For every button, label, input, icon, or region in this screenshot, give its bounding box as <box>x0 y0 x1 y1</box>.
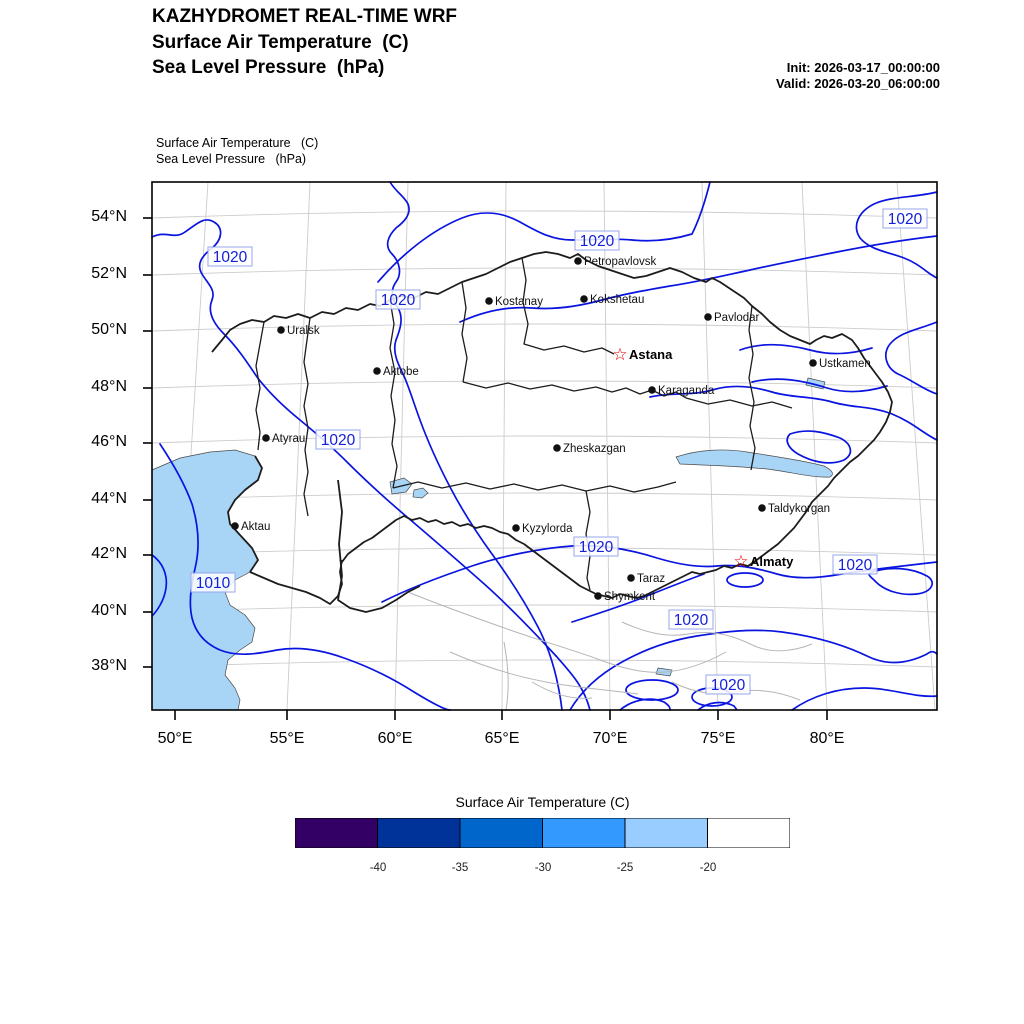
city-dot <box>485 297 493 305</box>
city-label: Aktobe <box>383 366 419 378</box>
city-dot <box>758 504 766 512</box>
colorbar-segment <box>543 818 626 848</box>
colorbar-tick: -35 <box>451 862 469 874</box>
city-dot <box>648 386 656 394</box>
capital-label: Almaty <box>750 554 794 569</box>
ustyurt-border <box>338 480 420 612</box>
graticule <box>152 182 937 710</box>
city-dot <box>277 326 285 334</box>
lat-tick-label: 44°N <box>91 490 127 507</box>
colorbar-segment <box>625 818 708 848</box>
contour-label: 1020 <box>579 233 615 250</box>
colorbar-segment <box>295 818 378 848</box>
city-label: Ustkamen <box>819 358 871 370</box>
lat-tick-label: 46°N <box>91 433 127 450</box>
colorbar-tick: -40 <box>369 862 387 874</box>
city-label: Karaganda <box>658 385 715 397</box>
colorbar-tick: -25 <box>616 862 634 874</box>
city-label: Kostanay <box>495 296 543 308</box>
colorbar-segment <box>460 818 543 848</box>
lat-tick-label: 48°N <box>91 378 127 395</box>
city-label: Aktau <box>241 521 271 533</box>
city-dot <box>574 257 582 265</box>
city-dot <box>627 574 635 582</box>
city-label: Kokshetau <box>590 294 645 306</box>
capital-star-icon: ☆ <box>733 552 749 571</box>
city-dot <box>809 359 817 367</box>
colorbar-segment <box>378 818 461 848</box>
city-dot <box>373 367 381 375</box>
colorbar-tick: -20 <box>699 862 717 874</box>
contour-labels <box>191 209 927 694</box>
lon-tick-label: 80°E <box>809 730 845 747</box>
init-timestamp: Init: 2026-03-17_00:00:00 <box>786 60 940 75</box>
city-dot <box>704 313 712 321</box>
city-label: Uralsk <box>287 325 320 337</box>
map-subtitle1: Surface Air Temperature (C) <box>156 136 319 150</box>
city-label: Petropavlovsk <box>584 256 657 268</box>
city-label: Kyzylorda <box>522 523 573 535</box>
city-dot <box>262 434 270 442</box>
contour-label: 1020 <box>837 557 873 574</box>
city-label: Zheskazgan <box>563 443 626 455</box>
pressure-contours <box>152 182 937 710</box>
title-variable1: Surface Air Temperature (C) <box>152 32 409 53</box>
lon-tick-label: 55°E <box>269 730 305 747</box>
city-dot <box>512 524 520 532</box>
lat-tick-label: 50°N <box>91 321 127 338</box>
lon-tick-label: 75°E <box>700 730 736 747</box>
kazakhstan-border <box>212 252 892 598</box>
title-variable2: Sea Level Pressure (hPa) <box>152 57 385 78</box>
contour-label: 1020 <box>320 432 356 449</box>
city-dot <box>594 592 602 600</box>
city-label: Taldykorgan <box>768 503 831 515</box>
contour-label: 1020 <box>887 211 923 228</box>
mangystau-border <box>250 560 342 604</box>
lon-tick-label: 50°E <box>157 730 193 747</box>
contour-label: 1010 <box>195 575 231 592</box>
map-subtitle2: Sea Level Pressure (hPa) <box>156 152 307 166</box>
lon-tick-label: 70°E <box>592 730 628 747</box>
small-lake <box>413 488 428 498</box>
city-label: Pavlodar <box>714 312 760 324</box>
lat-tick-label: 54°N <box>91 208 127 225</box>
contour-label: 1020 <box>578 539 614 556</box>
colorbar <box>295 818 790 848</box>
lon-tick-label: 60°E <box>377 730 413 747</box>
capital-star-icon: ☆ <box>612 345 628 364</box>
lat-tick-label: 52°N <box>91 265 127 282</box>
city-dot <box>231 522 239 530</box>
city-dot <box>553 444 561 452</box>
lon-tick-label: 65°E <box>484 730 520 747</box>
city-label: Shymkent <box>604 591 656 603</box>
colorbar-title: Surface Air Temperature (C) <box>455 794 630 810</box>
city-label: Taraz <box>637 573 666 585</box>
valid-timestamp: Valid: 2026-03-20_06:00:00 <box>775 76 940 91</box>
map-plot <box>132 172 957 732</box>
colorbar-segment <box>708 818 791 848</box>
capital-label: Astana <box>629 347 673 362</box>
city-dot <box>580 295 588 303</box>
colorbar-tick: -30 <box>534 862 552 874</box>
lat-tick-label: 40°N <box>91 602 127 619</box>
city-label: Atyrau <box>272 433 306 445</box>
lat-tick-label: 42°N <box>91 545 127 562</box>
contour-label: 1020 <box>380 292 416 309</box>
contour-label: 1020 <box>212 249 248 266</box>
lat-tick-label: 38°N <box>91 657 127 674</box>
page-title: KAZHYDROMET REAL-TIME WRF <box>152 6 458 27</box>
contour-label: 1020 <box>710 677 746 694</box>
contour-label: 1020 <box>673 612 709 629</box>
